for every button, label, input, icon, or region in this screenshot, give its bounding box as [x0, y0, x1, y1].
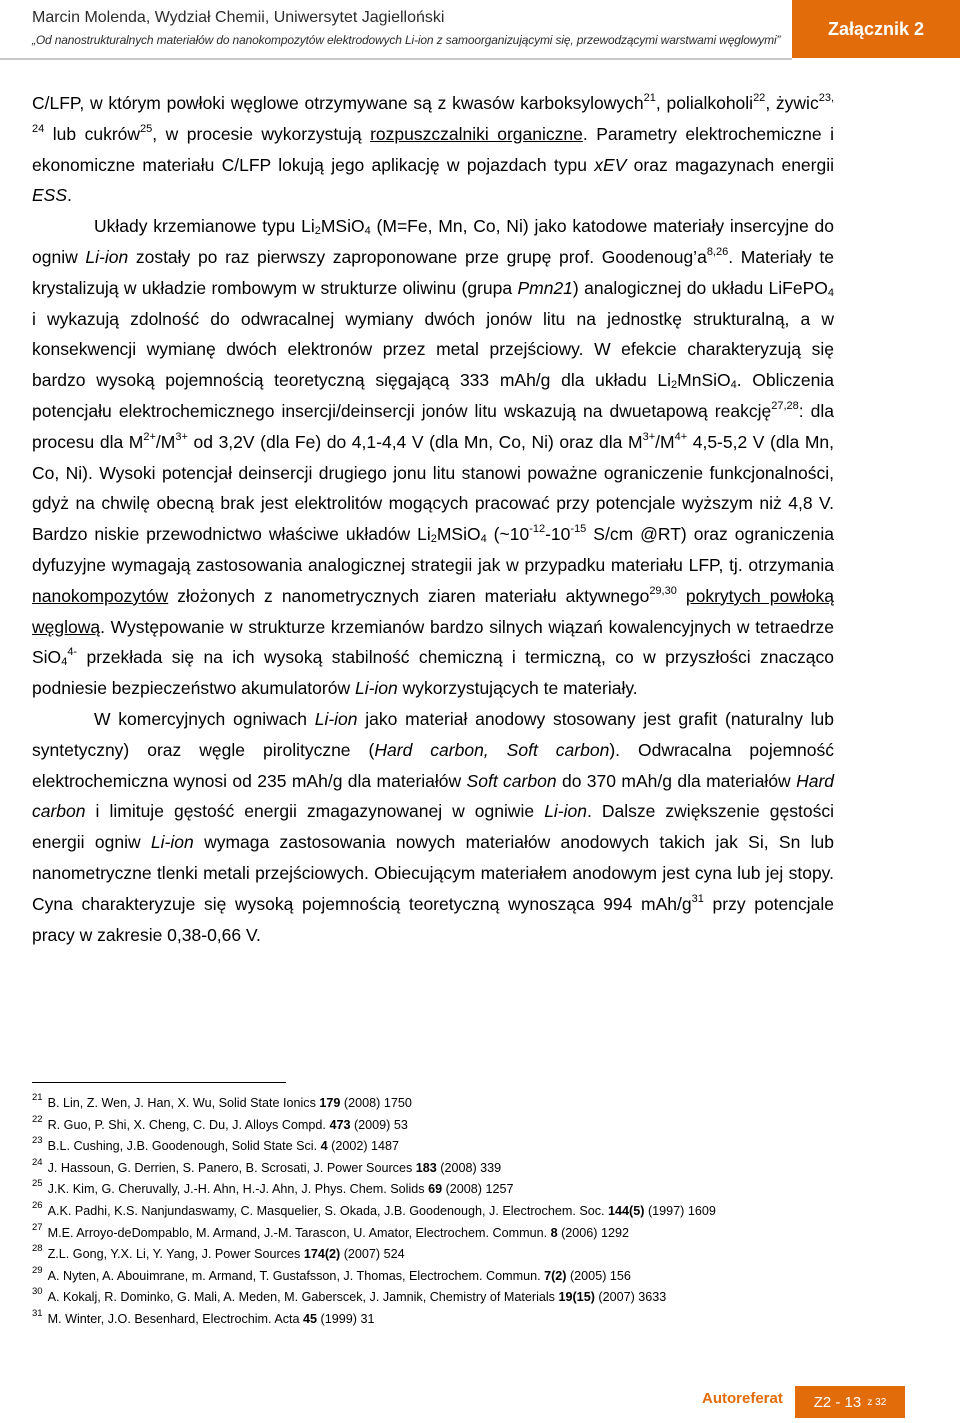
footnotes — [32, 1093, 912, 1331]
footnote: $^{31}$ M. Winter, J.O. Besenhard, Electrochim. Acta 45 (1999) 31 — [32, 1307, 375, 1326]
paragraph-3: W komercyjnych ogniwach Li-ion jako materiał anodowy stosowany jest grafit (naturalny lub syntetyczny) oraz węgle pirolityczne (Hard carbon, Soft carbon). Odwracalna pojemność elektrochemiczna wynosi od 235 mAh/g dla materiałów Soft carbon do 370 mAh/g dla materiałów Hard carbon i limituje gęstość energii zmagazynowanej w ogniwie Li-ion. Dalsze zwiększenie gęstości energii ogniw Li-ion wymaga zastosowania nowych materiałów anodowych takich jak Si, Sn lub nanometryczne tlenki metali przejściowych. Obiecującym materiałem anodowym jest cyna lub jej stopy. Cyna charakteryzuje się wysoką pojemnością teoretyczną wynosząca 994 mAh/$g^{31}$ przy potencjale pracy w zakresie 0,38-0,66 V. — [32, 708, 835, 945]
paragraph-1: C/LFP, w którym powłoki węglowe otrzymywane są z kwasów karboksylowych$^{21}$, polialkoholi$^{22}$, żywic$^{23, 24}$ lub cukrów$^{25}$, w procesie wykorzystują rozpuszczalniki organiczne. Parametry elektrochemiczne i ekonomiczne materiału C/LFP lokują jego aplikację w pojazdach typu xEV oraz magazynach energii ESS. — [32, 92, 835, 206]
main-text — [32, 88, 834, 950]
footnote: $^{28}$ Z.L. Gong, Y.X. Li, Y. Yang, J. Power Sources 174(2) (2007) 524 — [32, 1243, 405, 1262]
page-number — [795, 1386, 905, 1418]
header-subtitle: „Od nanostrukturalnych materiałów do nanokompozytów elektrodowych Li-ion z samoorganizującymi się, przewodzącymi warstwami węglowymi” — [32, 33, 781, 47]
footnote: $^{26}$ A.K. Padhi, K.S. Nanjundaswamy, C. Masquelier, S. Okada, J.B. Goodenough, J. Electrochem. Soc. 144(5) (1997) 1609 — [32, 1199, 716, 1218]
paragraph-2: Układy krzemianowe typu $Li_2MSiO_4$ (M=Fe, Mn, Co, Ni) jako katodowe materiały insercyjne do ogniw Li-ion zostały po raz pierwszy zaproponowane prze grupę prof. $Goodenoug’a^{8,26}$. Materiały te krystalizują w układzie rombowym w strukturze oliwinu (grupa Pmn21) analogicznej do układu LiFePO$_4$ i wykazują zdolność do odwracalnej wymiany dwóch jonów litu na jednostkę strukturalną, a w konsekwencji wymianę dwóch elektronów przez metal przejściowy. W efekcie charakteryzują się bardzo wysoką pojemnością teoretyczną sięgającą 333 mAh/g dla układu $Li_2MnSiO_4$. Obliczenia potencjału elektrochemicznego insercji/deinsercji jonów litu wskazują na dwuetapową reakcję$^{27,28}$: dla procesu dla $M^{2+}/M^{3+}$ od 3,2V (dla Fe) do 4,1-4,4 V (dla Mn, Co, Ni) oraz dla $M^{3+}/M^{4+}$ 4,5-5,2 V (dla Mn, Co, Ni). Wysoki potencjał deinsercji drugiego jonu litu stanowi poważne ograniczenie funkcjonalności, gdyż na chwilę obecną brak jest elektrolitów mogących pracować przy potencjale wyższym niż 4,8 V. Bardzo niskie przewodnictwo właściwe układów $Li_2MSiO_4$ ($\sim 10^{-12}-10^{-15}$ S/cm @RT) oraz ograniczenia dyfuzyjne wymagają zastosowania analogicznej strategii jak w przypadku materiału LFP, tj. otrzymania nanokompozytów złożonych z nanometrycznych ziaren materiału aktywnego$^{29,30}$ pokrytych powłoką węglową. Występowanie w strukturze krzemianów bardzo silnych wiązań kowalencyjnych w tetraedrze SiO$_4^{4-}$ przekłada się na ich wysoką stabilność chemiczną i termiczną, co w przyszłości znacząco podniesie bezpieczeństwo akumulatorów Li-ion wykorzystujących te materiały. — [32, 216, 835, 699]
page-number-current: Z2 - 13 — [813, 1393, 862, 1411]
footnote: $^{22}$ R. Guo, P. Shi, X. Cheng, C. Du, J. Alloys Compd. 473 (2009) 53 — [32, 1113, 408, 1132]
footnote: $^{25}$ J.K. Kim, G. Cheruvally, J.-H. Ahn, H.-J. Ahn, J. Phys. Chem. Solids 69 (2008) 1257 — [32, 1178, 514, 1197]
footnote: $^{24}$ J. Hassoun, G. Derrien, S. Panero, B. Scrosati, J. Power Sources 183 (2008) 339 — [32, 1156, 502, 1175]
page-number-total: z 32 — [867, 1396, 887, 1408]
footnote: $^{21}$ B. Lin, Z. Wen, J. Han, X. Wu, Solid State Ionics 179 (2008) 1750 — [32, 1092, 412, 1110]
footnote: $^{30}$ A. Kokalj, R. Dominko, G. Mali, A. Meden, M. Gaberscek, J. Jamnik, Chemistry of Materials 19(15) (2007) 3633 — [32, 1286, 667, 1305]
footnote: $^{29}$ A. Nyten, A. Abouimrane, m. Armand, T. Gustafsson, J. Thomas, Electrochem. Commun. 7(2) (2005) 156 — [32, 1264, 631, 1283]
header-badge: Załącznik 2 — [792, 0, 960, 58]
footnote: $^{23}$ B.L. Cushing, J.B. Goodenough, Solid State Sci. 4 (2002) 1487 — [32, 1135, 400, 1154]
page-header — [0, 0, 960, 60]
header-author: Marcin Molenda, Wydział Chemii, Uniwersytet Jagielloński — [32, 9, 445, 26]
footnote: $^{27}$ M.E. Arroyo-deDompablo, M. Armand, J.-M. Tarascon, U. Amator, Electrochem. Commun. 8 (2006) 1292 — [32, 1221, 630, 1240]
footer-label: Autoreferat — [702, 1390, 783, 1407]
footnote-separator — [32, 1082, 286, 1083]
header-divider — [0, 58, 792, 60]
